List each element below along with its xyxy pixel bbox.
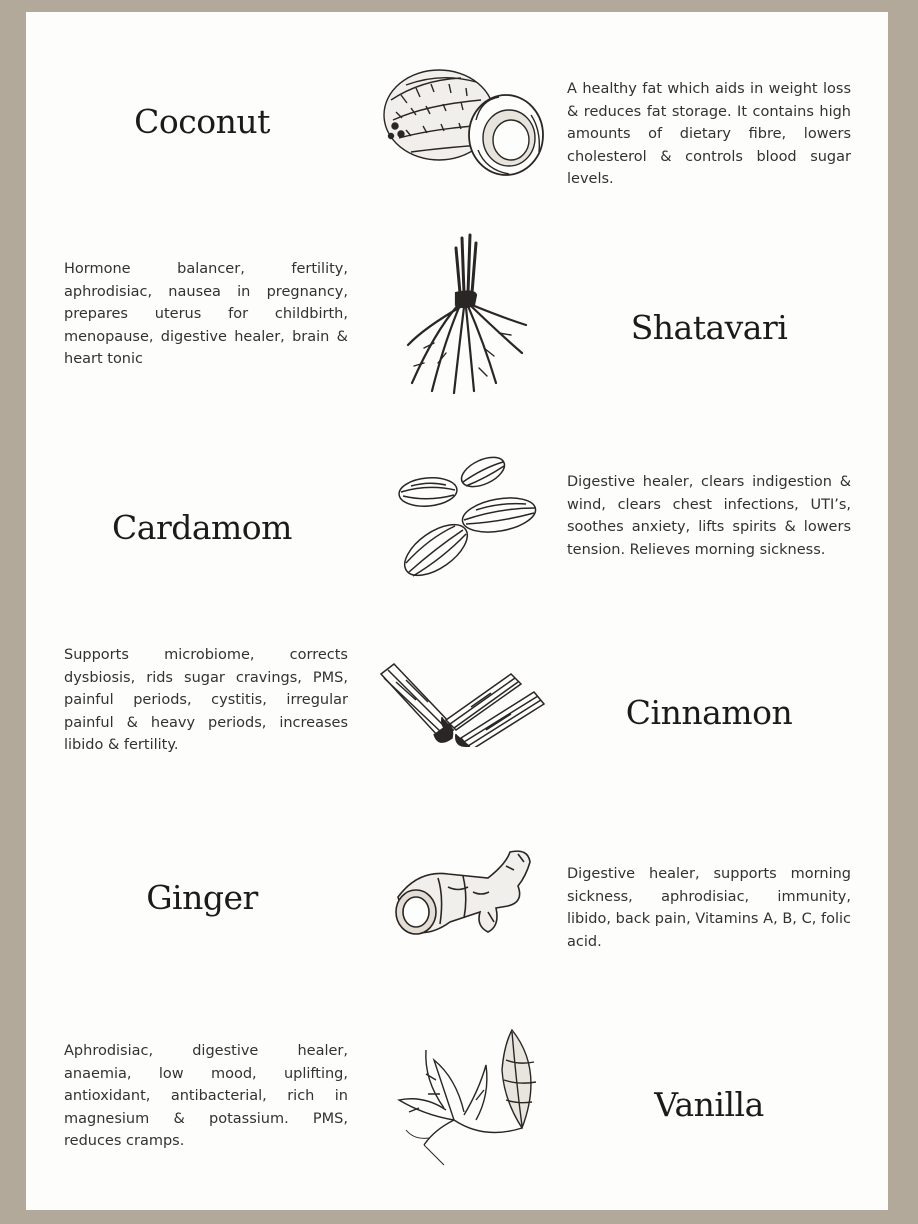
ingredient-description: Digestive healer, clears indigestion & wind, clears chest infections, UTI’s, soothes anxiety, lifts spirits & lowers tension. Relieves morning sickness.	[567, 474, 851, 558]
coconut-icon	[381, 60, 546, 190]
ingredient-row-cardamom	[26, 442, 888, 632]
ingredient-description: Hormone balancer, fertility, aphrodisiac, nausea in pregnancy, prepares uterus for childbirth, menopause, digestive healer, brain & heart tonic	[64, 261, 348, 368]
ingredient-description: Digestive healer, supports morning sickness, aphrodisiac, immunity, libido, back pain, Vitamins A, B, C, folic acid.	[567, 866, 851, 950]
ingredient-description: Aphrodisiac, digestive healer, anaemia, low mood, uplifting, antioxidant, antibacterial, rich in magnesium & potassium. PMS, reduces cramps.	[64, 1043, 348, 1150]
vanilla-icon	[394, 1020, 554, 1170]
ingredient-name: Coconut	[134, 102, 270, 141]
ingredient-name: Shatavari	[630, 308, 788, 347]
ingredient-description: A healthy fat which aids in weight loss & reduces fat storage. It contains high amounts of dietary fibre, lowers cholesterol & controls blood sugar levels.	[567, 81, 851, 188]
ingredient-row-vanilla	[26, 1015, 888, 1205]
ginger-icon	[388, 842, 538, 947]
cardamom-icon	[391, 450, 551, 580]
ingredient-name: Cardamom	[112, 508, 292, 547]
ingredient-row-ginger	[26, 827, 888, 1017]
shatavari-icon	[404, 233, 529, 398]
ingredient-name: Vanilla	[654, 1085, 764, 1124]
cinnamon-icon	[376, 652, 551, 747]
ingredient-name: Ginger	[146, 878, 258, 917]
ingredient-sheet	[26, 12, 888, 1210]
ingredient-row-cinnamon	[26, 637, 888, 827]
ingredient-description: Supports microbiome, corrects dysbiosis, rids sugar cravings, PMS, painful periods, cystitis, irregular painful & heavy periods, increases libido & fertility.	[64, 647, 348, 754]
ingredient-row-coconut	[26, 52, 888, 242]
ingredient-name: Cinnamon	[625, 693, 793, 732]
ingredient-row-shatavari	[26, 237, 888, 427]
